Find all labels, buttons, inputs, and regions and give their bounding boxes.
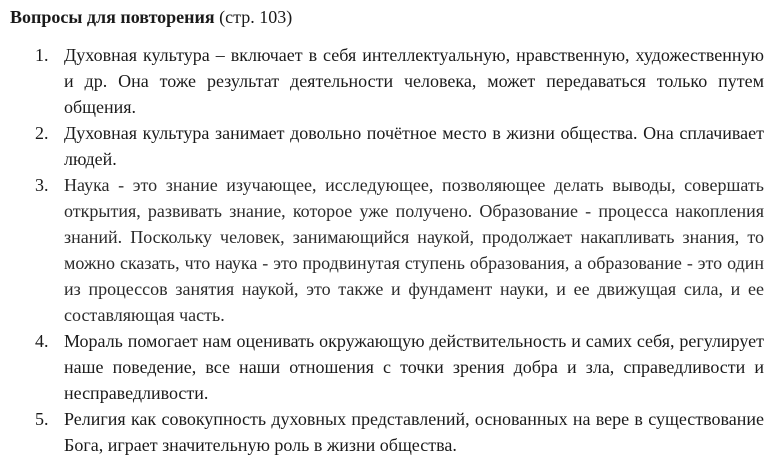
item-text: Наука - это знание изучающее, исследующее, позволяющее делать выводы, совершать открытия, развивать знание, которое уже получено. Образование - процесса накопления знаний. Поскольку человек, занимающийся наукой, продолжает накапливать знания, то можно сказать, что наука - это продвинутая ступень образования, а образование - это один из процессов занятия наукой, это также и фундамент науки, и ее движущая сила, и ее составляющая часть. (64, 175, 764, 325)
answer-list (10, 42, 770, 458)
list-item (10, 120, 770, 172)
item-text: Мораль помогает нам оценивать окружающую действительность и самих себя, регулирует наше поведение, все наши отношения с точки зрения добра и зла, справедливости и несправедливости. (64, 331, 764, 403)
item-number: 3. (35, 175, 49, 195)
list-item (10, 42, 770, 120)
heading-title: Вопросы для повторения (10, 7, 215, 27)
list-item (10, 406, 770, 458)
item-number: 4. (35, 331, 49, 351)
section-heading (10, 6, 770, 28)
item-text: Духовная культура занимает довольно почётное место в жизни общества. Она сплачивает людей. (64, 123, 764, 169)
item-number: 1. (35, 45, 49, 65)
item-text: Духовная культура – включает в себя интеллектуальную, нравственную, художественную и др. Она тоже результат деятельности человека, может передаваться только путем общения. (64, 45, 764, 117)
list-item (10, 328, 770, 406)
heading-page-reference: (стр. 103) (219, 7, 293, 27)
item-text: Религия как совокупность духовных представлений, основанных на вере в существование Бога, играет значительную роль в жизни общества. (64, 409, 764, 455)
list-item (10, 172, 770, 328)
item-number: 2. (35, 123, 49, 143)
item-number: 5. (35, 409, 49, 429)
